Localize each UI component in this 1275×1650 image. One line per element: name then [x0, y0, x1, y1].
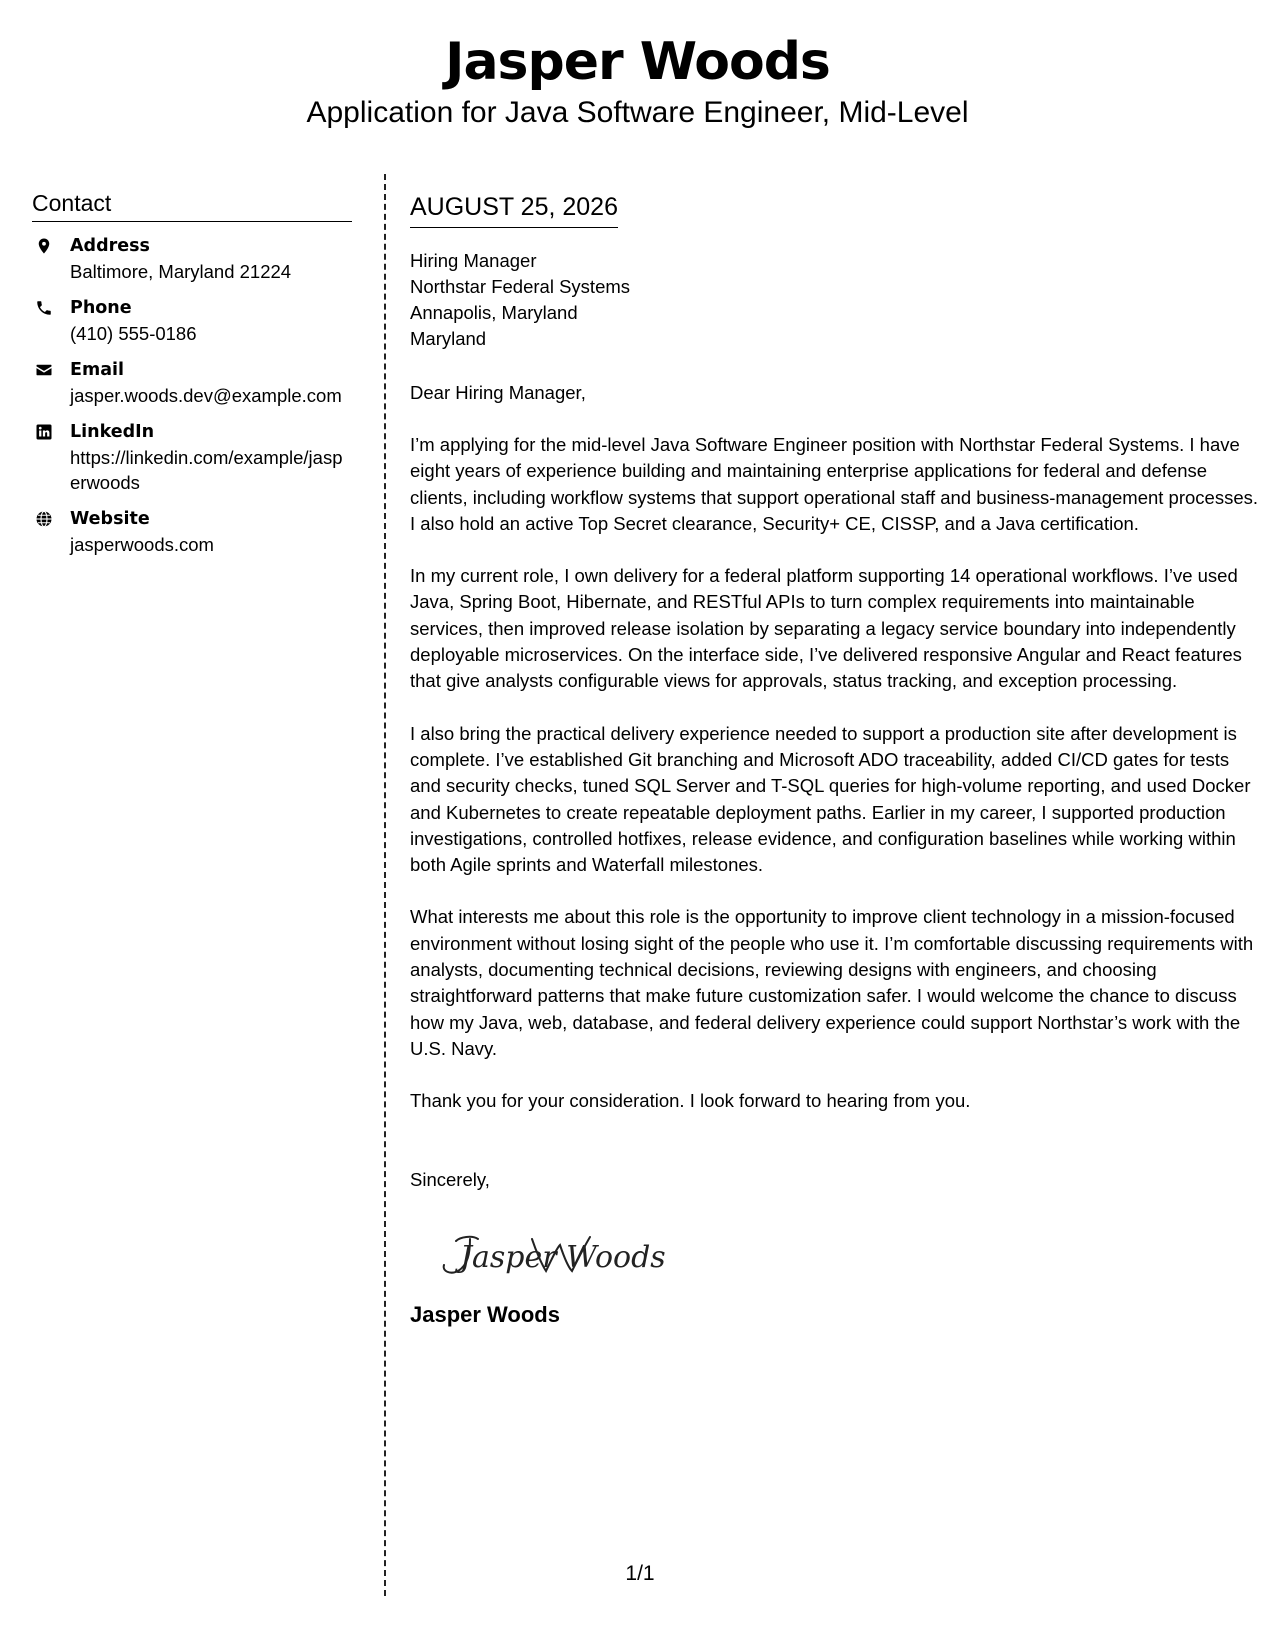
body-paragraph: In my current role, I own delivery for a federal platform supporting 14 operational workflows. I’ve used Java, Spring Boot, Hibernate, and RESTful APIs to turn complex requirements into maintainable services, then improved release isolation by separating a legacy service boundary into independently deployable microservices. On the interface side, I’ve delivered responsive Angular and React features that give analysts configurable views for approvals, status tracking, and exception processing.	[410, 565, 1242, 692]
globe-icon	[35, 510, 53, 528]
envelope-icon	[35, 361, 53, 379]
phone-icon	[35, 299, 53, 317]
contact-sidebar	[32, 188, 352, 569]
address-label: Address	[70, 236, 150, 256]
phone-label: Phone	[70, 298, 132, 318]
website-label: Website	[70, 509, 150, 529]
address-value: Baltimore, Maryland 21224	[70, 261, 292, 282]
closing: Sincerely,	[410, 1168, 490, 1190]
salutation: Dear Hiring Manager,	[410, 382, 586, 403]
contact-item-phone	[32, 296, 352, 346]
document-header	[0, 30, 1275, 132]
recipient-line: Maryland	[410, 328, 487, 349]
linkedin-label: LinkedIn	[70, 422, 155, 442]
body-paragraph: Thank you for your consideration. I look forward to hearing from you.	[410, 1090, 971, 1112]
contact-item-website	[32, 507, 352, 557]
body-paragraph: What interests me about this role is the opportunity to improve client technology in a mission-focused environment without losing sight of the people who use it. I’m comfortable discussing requirements with analysts, documenting technical decisions, reviewing designs with engineers, and choosing straightforward patterns that make future customization safer. I would welcome the chance to discuss how my Java, web, database, and federal delivery experience could support Northstar’s work with the U.S. Navy.	[410, 906, 1254, 1059]
column-divider	[384, 174, 386, 1596]
recipient-block	[410, 248, 1258, 352]
handwritten-signature	[426, 1219, 1258, 1289]
email-label: Email	[70, 360, 124, 380]
linkedin-icon	[35, 423, 53, 441]
contact-heading: Contact	[32, 188, 352, 222]
body-paragraph: I also bring the practical delivery experience needed to support a production site after development is complete. I’ve established Git branching and Microsoft ADO traceability, added CI/CD gates for tests and security checks, tuned SQL Server and T-SQL queries for high-volume reporting, and used Docker and Kubernetes to create repeatable deployment paths. Earlier in my career, I supported production investigations, controlled hotfixes, release evidence, and configuration baselines while working within both Agile sprints and Waterfall milestones.	[410, 722, 1251, 876]
website-value[interactable]: jasperwoods.com	[70, 534, 214, 555]
linkedin-value[interactable]: https://linkedin.com/example/jasperwoods	[70, 447, 343, 493]
signer-name: Jasper Woods	[410, 1301, 560, 1327]
letter-date: AUGUST 25, 2026	[410, 190, 618, 228]
page-number: 1/1	[625, 1562, 655, 1585]
map-pin-icon	[35, 237, 53, 255]
contact-item-email	[32, 358, 352, 408]
application-subtitle: Application for Java Software Engineer, Mid-Level	[306, 96, 969, 129]
recipient-line: Northstar Federal Systems	[410, 276, 631, 297]
phone-value: (410) 555-0186	[70, 323, 197, 344]
contact-item-address	[32, 234, 352, 284]
recipient-line: Annapolis, Maryland	[410, 302, 578, 323]
contact-item-linkedin	[32, 420, 352, 495]
email-value[interactable]: jasper.woods.dev@example.com	[70, 385, 342, 406]
applicant-name: Jasper Woods	[445, 32, 830, 92]
recipient-line: Hiring Manager	[410, 250, 537, 271]
svg-text:Jasper Woods: Jasper Woods	[460, 1239, 666, 1275]
contact-list	[32, 234, 352, 557]
body-paragraph: I’m applying for the mid-level Java Software Engineer position with Northstar Federal Systems. I have eight years of experience building and maintaining enterprise applications for federal and defense clients, including workflow systems that support operational staff and business-management processes. I also hold an active Top Secret clearance, Security+ CE, CISSP, and a Java certification.	[410, 434, 1259, 534]
letter-body	[410, 190, 1258, 1329]
